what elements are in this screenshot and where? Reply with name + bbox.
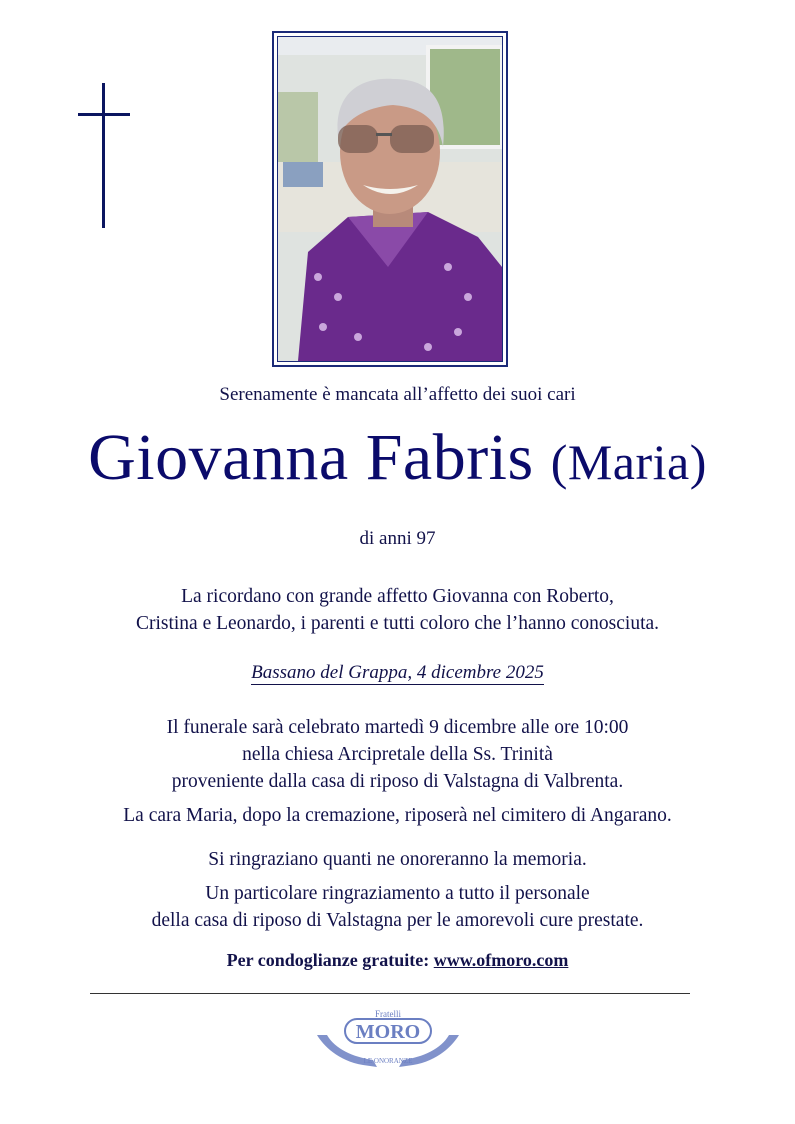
dateline-text: Bassano del Grappa, 4 dicembre 2025: [251, 662, 544, 683]
deceased-name: [0, 421, 795, 494]
portrait-photo: [278, 37, 502, 361]
dateline: [0, 662, 795, 684]
condolences-label: Per condoglianze gratuite:: [226, 950, 430, 970]
age-text: di anni 97: [359, 528, 436, 549]
condolences-link[interactable]: www.ofmoro.com: [433, 950, 569, 970]
logo-brand: MORO: [355, 1021, 421, 1043]
thanks-text: Si ringraziano quanti ne onoreranno la memoria.: [208, 849, 587, 870]
deceased-nickname: (Maria): [550, 434, 707, 490]
family-line-1: La ricordano con grande affetto Giovanna con Roberto,: [181, 586, 614, 607]
funeral-line-1: Il funerale sarà celebrato martedì 9 dicembre alle ore 10:00: [166, 717, 629, 738]
funeral-home-logo: [313, 1005, 463, 1077]
funeral-line-2: nella chiesa Arcipretale della Ss. Trinità: [242, 744, 553, 765]
special-thanks-line-1: Un particolare ringraziamento a tutto il personale: [205, 883, 590, 904]
logo-bottom: LE ONORANZE: [363, 1057, 413, 1065]
lead-text: Serenamente è mancata all’affetto dei suoi cari: [219, 384, 576, 405]
burial-text: La cara Maria, dopo la cremazione, riposerà nel cimitero di Angarano.: [123, 805, 672, 826]
logo-top: Fratelli: [375, 1009, 401, 1019]
portrait-frame: [272, 31, 508, 367]
special-thanks-line-2: della casa di riposo di Valstagna per le amorevoli cure prestate.: [151, 910, 644, 931]
cross-icon: [78, 83, 130, 228]
condolences-line: [0, 950, 795, 971]
divider: [90, 993, 690, 994]
family-paragraph: [0, 583, 795, 637]
deceased-name-main: Giovanna Fabris: [88, 421, 534, 494]
funeral-paragraph: [0, 714, 795, 795]
funeral-line-3: proveniente dalla casa di riposo di Valstagna di Valbrenta.: [171, 771, 624, 792]
special-thanks-paragraph: [0, 880, 795, 934]
family-line-2: Cristina e Leonardo, i parenti e tutti coloro che l’hanno conosciuta.: [135, 613, 660, 634]
